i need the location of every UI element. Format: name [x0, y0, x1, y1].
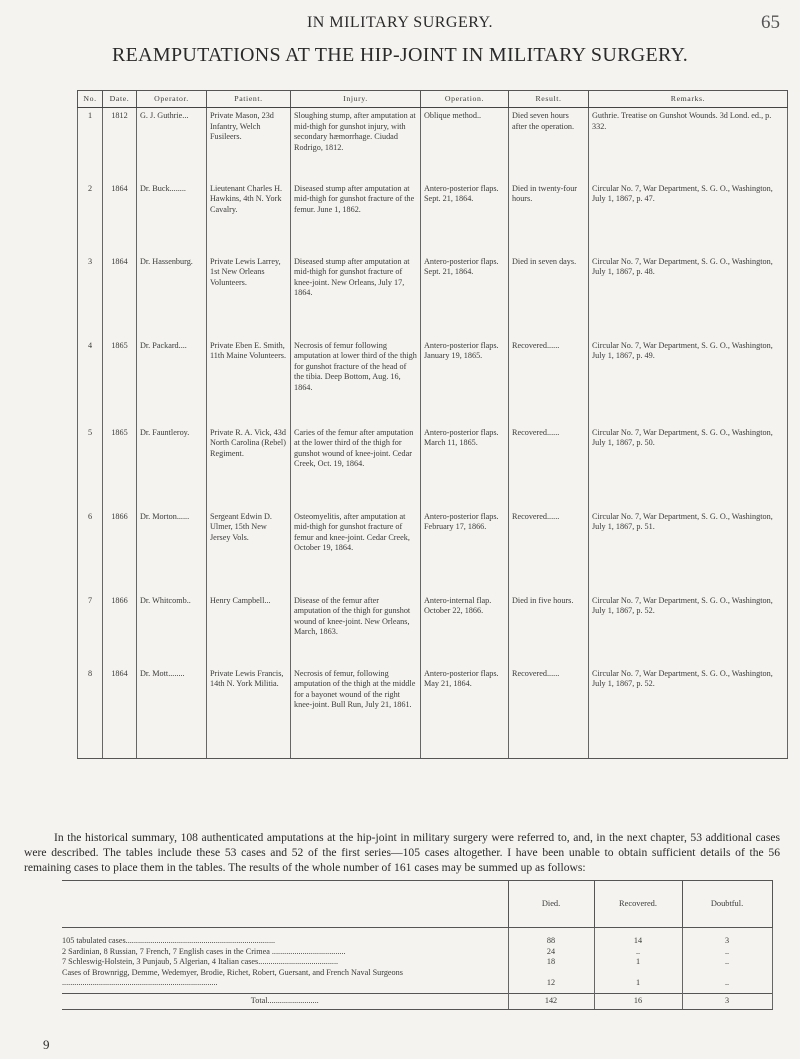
- cell-injury: Osteomyelitis, after amputation at mid-thigh for gunshot fracture of femur and knee-joint. Cedar Creek, October 19, 1864.: [291, 509, 421, 593]
- cell-injury: Necrosis of femur following amputation at lower third of the thigh for gunshot fracture of the head of the tibia. Deep Bottom, Aug. 16, 1864.: [291, 338, 421, 425]
- cell-remarks: Circular No. 7, War Department, S. G. O., Washington, July 1, 1867, p. 50.: [589, 425, 788, 509]
- summary-total-died: 142: [508, 993, 594, 1009]
- header-operator: Operator.: [137, 91, 207, 108]
- header-operation: Operation.: [421, 91, 509, 108]
- header-patient: Patient.: [207, 91, 291, 108]
- summary-row: [62, 968, 772, 994]
- cell-remarks: Guthrie. Treatise on Gunshot Wounds. 3d Lond. ed., p. 332.: [589, 108, 788, 181]
- cell-patient: Private Lewis Larrey, 1st New Orleans Volunteers.: [207, 254, 291, 338]
- cell-no: 5: [78, 425, 103, 509]
- cell-date: 1812: [103, 108, 137, 181]
- cell-operator: Dr. Hassenburg.: [137, 254, 207, 338]
- cell-remarks: Circular No. 7, War Department, S. G. O., Washington, July 1, 1867, p. 52.: [589, 593, 788, 666]
- table-row: [78, 181, 788, 254]
- cell-no: 3: [78, 254, 103, 338]
- cell-patient: Private R. A. Vick, 43d North Carolina (Rebel) Regiment.: [207, 425, 291, 509]
- header-result: Result.: [509, 91, 589, 108]
- summary-died-value: 24: [508, 947, 594, 958]
- table-row: [78, 509, 788, 593]
- cell-date: 1866: [103, 593, 137, 666]
- cell-operator: Dr. Mott........: [137, 666, 207, 754]
- table-row: [78, 338, 788, 425]
- summary-doubtful-value: ..: [682, 957, 772, 968]
- summary-header-doubtful: Doubtful.: [682, 881, 772, 928]
- cell-injury: Disease of the femur after amputation of the thigh for gunshot wound of knee-joint. New Orleans, March, 1863.: [291, 593, 421, 666]
- summary-total-recovered: 16: [594, 993, 682, 1009]
- cell-patient: Private Mason, 23d Infantry, Welch Fusileers.: [207, 108, 291, 181]
- summary-header-died: Died.: [508, 881, 594, 928]
- cell-no: 8: [78, 666, 103, 754]
- cell-patient: Private Eben E. Smith, 11th Maine Volunteers.: [207, 338, 291, 425]
- summary-recovered-value: 14: [594, 928, 682, 947]
- summary-row-label: 2 Sardinian, 8 Russian, 7 French, 7 English cases in the Crimea ....................................: [62, 947, 508, 958]
- cell-no: 7: [78, 593, 103, 666]
- summary-recovered-value: 1: [594, 957, 682, 968]
- page-title: REAMPUTATIONS AT THE HIP-JOINT IN MILITARY SURGERY.: [111, 44, 689, 66]
- cell-date: 1865: [103, 338, 137, 425]
- summary-table: [62, 880, 773, 1010]
- summary-recovered-value: 1: [594, 968, 682, 994]
- table-end-row: [78, 754, 788, 759]
- cell-result: Died in five hours.: [509, 593, 589, 666]
- summary-total-doubtful: 3: [682, 993, 772, 1009]
- summary-recovered-value: ..: [594, 947, 682, 958]
- summary-row-label: Cases of Brownrigg, Demme, Wedemyer, Brodie, Richet, Robert, Guersant, and French Naval Surgeons ............................................................................: [62, 968, 508, 994]
- cell-result: Died in twenty-four hours.: [509, 181, 589, 254]
- cell-no: 4: [78, 338, 103, 425]
- cell-remarks: Circular No. 7, War Department, S. G. O., Washington, July 1, 1867, p. 49.: [589, 338, 788, 425]
- table-row: [78, 108, 788, 181]
- summary-doubtful-value: 3: [682, 928, 772, 947]
- cell-result: Died in seven days.: [509, 254, 589, 338]
- cell-injury: Diseased stump after amputation at mid-thigh for gunshot fracture of knee-joint. New Orleans, July 17, 1864.: [291, 254, 421, 338]
- table-row: [78, 254, 788, 338]
- summary-header-recovered: Recovered.: [594, 881, 682, 928]
- summary-row: [62, 928, 772, 947]
- cell-injury: Caries of the femur after amputation at the lower third of the thigh for gunshot wound of knee-joint. Cedar Creek, Oct. 19, 1864.: [291, 425, 421, 509]
- summary-doubtful-value: ..: [682, 968, 772, 994]
- cell-result: Recovered......: [509, 425, 589, 509]
- cell-no: 2: [78, 181, 103, 254]
- cell-injury: Diseased stump after amputation at mid-thigh for gunshot fracture of the femur. June 1, 1862.: [291, 181, 421, 254]
- signature-mark: 9: [43, 1037, 50, 1052]
- cell-operation: Oblique method..: [421, 108, 509, 181]
- cell-operation: Antero-posterior flaps. January 19, 1865.: [421, 338, 509, 425]
- summary-total-label: Total.........................: [62, 993, 508, 1009]
- cell-patient: Private Lewis Francis, 14th N. York Militia.: [207, 666, 291, 754]
- cell-no: 1: [78, 108, 103, 181]
- cell-date: 1865: [103, 425, 137, 509]
- cell-operation: Antero-internal flap. October 22, 1866.: [421, 593, 509, 666]
- cell-date: 1864: [103, 666, 137, 754]
- cell-operator: Dr. Fauntleroy.: [137, 425, 207, 509]
- cell-remarks: Circular No. 7, War Department, S. G. O., Washington, July 1, 1867, p. 48.: [589, 254, 788, 338]
- summary-died-value: 12: [508, 968, 594, 994]
- cell-result: Died seven hours after the operation.: [509, 108, 589, 181]
- cell-operator: Dr. Buck........: [137, 181, 207, 254]
- summary-paragraph: In the historical summary, 108 authenticated amputations at the hip-joint in military surgery were referred to, and, in the next chapter, 53 additional cases were described. The tables include these 53 cases and 52 of the first series—105 cases altogether. I have been unable to obtain sufficient details of the 56 remaining cases to place them in the tables. The results of the whole number of 161 cases may be summed up as follows:: [24, 830, 780, 874]
- running-head: [0, 14, 800, 36]
- summary-header-blank: [62, 881, 508, 928]
- summary-header-row: [62, 881, 772, 928]
- cell-remarks: Circular No. 7, War Department, S. G. O., Washington, July 1, 1867, p. 51.: [589, 509, 788, 593]
- header-no: No.: [78, 91, 103, 108]
- cell-injury: Necrosis of femur, following amputation of the thigh at the middle for a bayonet wound of the right knee-joint. Bull Run, July 21, 1861.: [291, 666, 421, 754]
- cell-remarks: Circular No. 7, War Department, S. G. O., Washington, July 1, 1867, p. 52.: [589, 666, 788, 754]
- table-header-row: [78, 91, 788, 108]
- cell-result: Recovered......: [509, 338, 589, 425]
- summary-total-row: [62, 993, 772, 1009]
- cell-operator: Dr. Whitcomb..: [137, 593, 207, 666]
- cell-operator: Dr. Morton......: [137, 509, 207, 593]
- cell-remarks: Circular No. 7, War Department, S. G. O., Washington, July 1, 1867, p. 47.: [589, 181, 788, 254]
- cell-operation: Antero-posterior flaps. March 11, 1865.: [421, 425, 509, 509]
- cell-operation: Antero-posterior flaps. Sept. 21, 1864.: [421, 254, 509, 338]
- summary-doubtful-value: ..: [682, 947, 772, 958]
- cell-operation: Antero-posterior flaps. May 21, 1864.: [421, 666, 509, 754]
- summary-row-label: 105 tabulated cases.........................................................................: [62, 928, 508, 947]
- summary-died-value: 18: [508, 957, 594, 968]
- cell-operator: G. J. Guthrie...: [137, 108, 207, 181]
- cell-result: Recovered......: [509, 509, 589, 593]
- running-head-title: IN MILITARY SURGERY.: [306, 14, 494, 31]
- table-row: [78, 593, 788, 666]
- cell-patient: Henry Campbell...: [207, 593, 291, 666]
- header-date: Date.: [103, 91, 137, 108]
- cell-patient: Sergeant Edwin D. Ulmer, 15th New Jersey Vols.: [207, 509, 291, 593]
- table-row: [78, 666, 788, 754]
- summary-died-value: 88: [508, 928, 594, 947]
- cell-date: 1864: [103, 254, 137, 338]
- table-row: [78, 425, 788, 509]
- page-number: 65: [761, 12, 780, 33]
- summary-row-label: 7 Schleswig-Holstein, 3 Punjaub, 5 Algerian, 4 Italian cases.......................................: [62, 957, 508, 968]
- cell-date: 1866: [103, 509, 137, 593]
- cell-result: Recovered......: [509, 666, 589, 754]
- reamputation-table: [77, 90, 788, 759]
- cell-operation: Antero-posterior flaps. Sept. 21, 1864.: [421, 181, 509, 254]
- header-remarks: Remarks.: [589, 91, 788, 108]
- cell-operation: Antero-posterior flaps. February 17, 1866.: [421, 509, 509, 593]
- cell-date: 1864: [103, 181, 137, 254]
- cell-injury: Sloughing stump, after amputation at mid-thigh for gunshot injury, with secondary hæmorrhage. Ciudad Rodrigo, 1812.: [291, 108, 421, 181]
- summary-row: [62, 957, 772, 968]
- cell-no: 6: [78, 509, 103, 593]
- header-injury: Injury.: [291, 91, 421, 108]
- cell-operator: Dr. Packard....: [137, 338, 207, 425]
- summary-row: [62, 947, 772, 958]
- cell-patient: Lieutenant Charles H. Hawkins, 4th N. York Cavalry.: [207, 181, 291, 254]
